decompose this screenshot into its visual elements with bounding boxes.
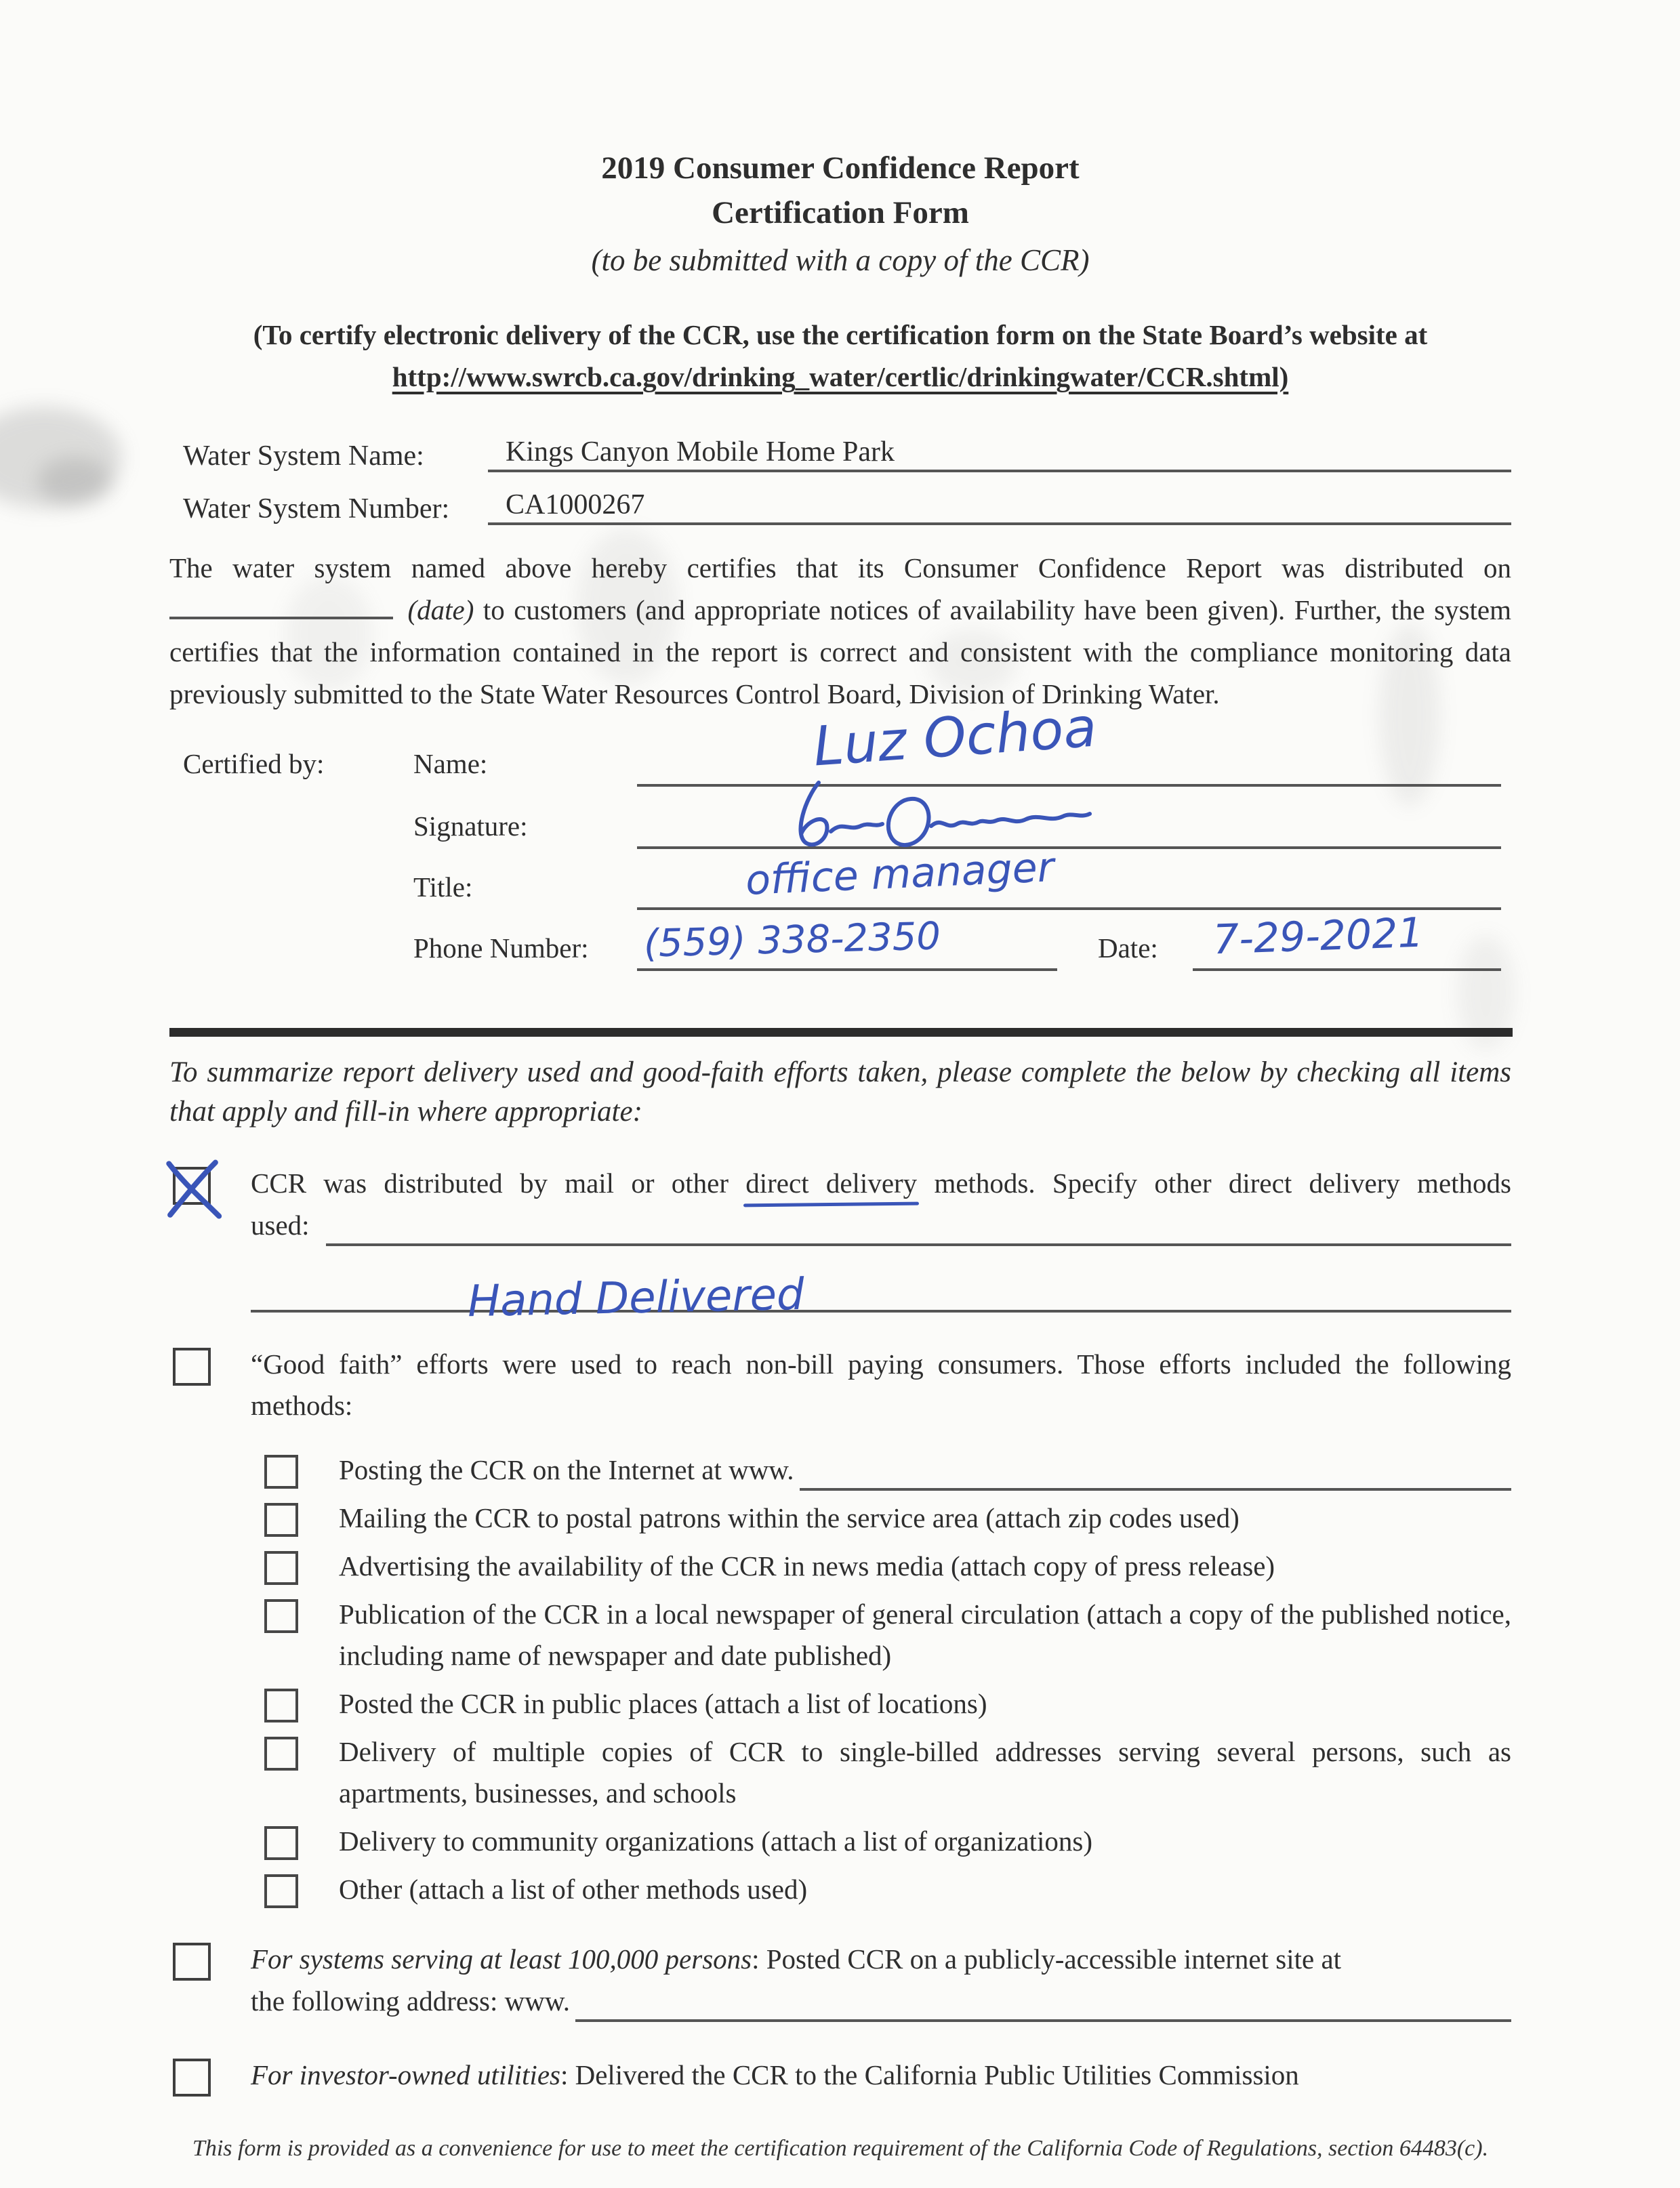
water-system-name-value: Kings Canyon Mobile Home Park	[506, 436, 895, 468]
mailing-postal-text: Mailing the CCR to postal patrons within the service area (attach zip codes used)	[339, 1502, 1239, 1533]
method-publication-newspaper	[169, 1594, 1511, 1676]
method-posted-public-places	[169, 1683, 1511, 1725]
direct-delivery-text-pre: CCR was distributed by mail or other	[251, 1168, 729, 1199]
method-other	[169, 1869, 1511, 1910]
name-label: Name:	[413, 748, 488, 779]
used-label: used:	[251, 1210, 310, 1241]
form-title-line2: Certification Form	[712, 195, 969, 230]
method-advertising-news	[169, 1546, 1511, 1587]
certification-paragraph	[169, 547, 1511, 715]
checklist-item-good-faith	[169, 1344, 1511, 1426]
advertising-news-text: Advertising the availability of the CCR in news media (attach copy of press release)	[339, 1550, 1275, 1582]
posting-internet-text: Posting the CCR on the Internet at www.	[339, 1454, 794, 1485]
direct-delivery-underlined-words: direct delivery	[745, 1168, 918, 1199]
blue-x-mark-icon	[165, 1158, 225, 1222]
100k-systems-lead: For systems serving at least 100,000 persons	[251, 1943, 752, 1975]
multiple-copies-text: Delivery of multiple copies of CCR to single-billed addresses serving several persons, such as apartments, businesses, and schools	[339, 1736, 1511, 1809]
certified-by-label: Certified by:	[183, 748, 325, 779]
method-multiple-copies	[169, 1731, 1511, 1814]
water-system-number-label: Water System Number:	[183, 493, 450, 524]
date-marker: (date)	[407, 594, 474, 625]
name-handwritten: Luz Ochoa	[811, 695, 1099, 779]
direct-delivery-blank-line-1[interactable]	[326, 1212, 1511, 1246]
good-faith-text: “Good faith” efforts were used to reach non-bill paying consumers. Those efforts included the following methods:	[251, 1348, 1511, 1421]
certification-text-part1: The water system named above hereby certifies that its Consumer Confidence Report was distributed on	[169, 552, 1511, 583]
checkbox-community-organizations[interactable]	[264, 1826, 298, 1860]
direct-delivery-text-post: methods. Specify other direct delivery methods	[934, 1168, 1511, 1199]
checkbox-other[interactable]	[264, 1874, 298, 1908]
title-handwritten: office manager	[744, 844, 1055, 905]
checkbox-mailing-postal[interactable]	[264, 1503, 298, 1537]
scan-smudge	[37, 457, 112, 505]
date-handwritten: 7-29-2021	[1212, 909, 1425, 964]
phone-label: Phone Number:	[413, 932, 589, 964]
internet-url-blank-line[interactable]	[800, 1456, 1512, 1491]
publication-newspaper-text: Publication of the CCR in a local newspaper of general circulation (attach a copy of the published notice, including name of newspaper and date published)	[339, 1598, 1511, 1671]
checklist-item-investor-owned	[169, 2055, 1511, 2097]
note-text: (To certify electronic delivery of the CCR, use the certification form on the State Board’s website at	[253, 319, 1428, 350]
100k-systems-text	[251, 1939, 1511, 1980]
certified-by-block	[169, 695, 1511, 1004]
date-label: Date:	[1098, 932, 1158, 964]
hand-delivered-handwritten: Hand Delivered	[467, 1269, 805, 1327]
signature-label: Signature:	[413, 810, 528, 842]
100k-systems-rest: : Posted CCR on a publicly-accessible internet site at	[752, 1943, 1342, 1975]
certification-text-part2: to customers (and appropriate notices of availability have been given). Further, the system certifies that the information contained in the report is correct and consistent with the compliance monitoring data previously submitted to the State Water Resources Control Board, Division of Drinking Water.	[169, 594, 1512, 709]
form-subtitle: (to be submitted with a copy of the CCR)	[591, 243, 1090, 277]
electronic-delivery-note	[169, 314, 1511, 398]
summary-instructions: To summarize report delivery used and good-faith efforts taken, please complete the below by checking all items that apply and fill-in where appropriate:	[169, 1056, 1511, 1128]
checkbox-investor-owned[interactable]	[173, 2059, 211, 2097]
title-line[interactable]	[637, 907, 1501, 910]
checklist-item-100k-systems	[169, 1939, 1511, 2022]
scan-smudge	[0, 407, 122, 508]
address-url-blank-line[interactable]	[575, 1988, 1511, 2022]
direct-delivery-text	[251, 1163, 1511, 1204]
phone-handwritten: (559) 338-2350	[643, 914, 941, 966]
posted-public-places-text: Posted the CCR in public places (attach a list of locations)	[339, 1688, 987, 1719]
investor-owned-rest: : Delivered the CCR to the California Public Utilities Commission	[560, 2059, 1299, 2090]
checkbox-direct-delivery[interactable]	[173, 1167, 211, 1205]
other-method-text: Other (attach a list of other methods used)	[339, 1874, 808, 1905]
checkbox-good-faith[interactable]	[173, 1348, 211, 1386]
date-line[interactable]	[1193, 968, 1501, 971]
investor-owned-lead: For investor-owned utilities	[251, 2059, 560, 2090]
checkbox-100k-systems[interactable]	[173, 1943, 211, 1981]
100k-address-label: the following address: www.	[251, 1985, 571, 2017]
form-title-block	[169, 146, 1511, 283]
water-system-name-label: Water System Name:	[183, 440, 424, 472]
checkbox-advertising-news[interactable]	[264, 1551, 298, 1585]
checkbox-multiple-copies[interactable]	[264, 1737, 298, 1771]
checkbox-posting-internet[interactable]	[264, 1455, 298, 1489]
checkbox-posted-public-places[interactable]	[264, 1689, 298, 1722]
state-board-url: http://www.swrcb.ca.gov/drinking_water/certlic/drinkingwater/CCR.shtml)	[392, 361, 1289, 392]
method-community-organizations	[169, 1821, 1511, 1862]
section-divider-rule	[169, 1028, 1513, 1037]
used-row	[251, 1204, 1511, 1246]
direct-delivery-blank-line-2[interactable]	[251, 1246, 1511, 1327]
water-system-number-value: CA1000267	[506, 489, 645, 520]
water-system-number-line[interactable]	[488, 489, 1511, 525]
water-system-name-line[interactable]	[488, 436, 1511, 472]
title-label: Title:	[413, 871, 473, 903]
form-title-line1: 2019 Consumer Confidence Report	[601, 150, 1080, 186]
method-mailing-postal	[169, 1498, 1511, 1539]
community-organizations-text: Delivery to community organizations (attach a list of organizations)	[339, 1825, 1093, 1857]
100k-address-row	[251, 1980, 1511, 2022]
checklist-item-direct-delivery	[169, 1163, 1511, 1327]
date-blank-line[interactable]	[169, 589, 393, 619]
phone-line[interactable]	[637, 968, 1057, 971]
form-footnote: This form is provided as a convenience for use to meet the certification requirement of the California Code of Regulations, section 64483(c).	[192, 2136, 1489, 2161]
good-faith-methods-list	[169, 1449, 1511, 1910]
method-posting-internet	[169, 1449, 1511, 1491]
water-system-name-row	[169, 428, 1511, 472]
checkbox-publication-newspaper[interactable]	[264, 1599, 298, 1633]
water-system-number-row	[169, 480, 1511, 525]
